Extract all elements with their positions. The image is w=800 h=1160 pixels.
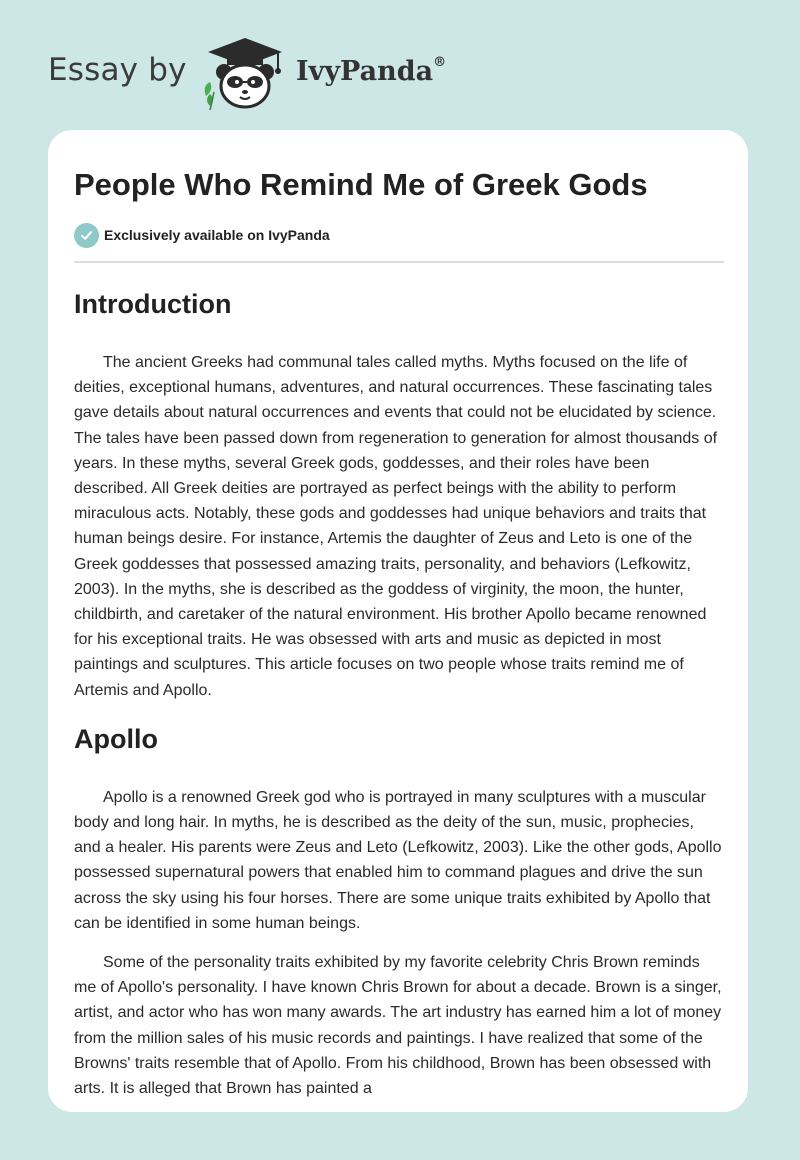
exclusive-badge: [74, 222, 330, 248]
essay-content: [74, 280, 724, 1101]
paragraph: The ancient Greeks had communal tales called myths. Myths focused on the life of deities, exceptional humans, adventures, and natural occurrences. These fascinating tales gave details about natural occurrences and events that could not be elucidated by science. The tales have been passed down from regeneration to generation for almost thousands of years. In these myths, several Greek gods, goddesses, and their roles have been described. All Greek deities are portrayed as perfect beings with the ability to perform miraculous acts. Notably, these gods and goddesses had unique behaviors and traits that human beings desire. For instance, Artemis the daughter of Zeus and Leto is one of the Greek goddesses that possessed amazing traits, personality, and behaviors (Lefkowitz, 2003). In the myths, she is described as the goddess of virginity, the moon, the hunter, childbirth, and caretaker of the natural environment. His brother Apollo became renowned for his exceptional traits. He was obsessed with arts and music as depicted in most paintings and sculptures. This article focuses on two people whose traits remind me of Artemis and Apollo.: [74, 354, 718, 699]
exclusive-label: Exclusively available on IvyPanda: [104, 227, 330, 243]
paragraph: Apollo is a renowned Greek god who is portrayed in many sculptures with a muscular body and long hair. In myths, he is described as the deity of the sun, music, prophecies, and a healer. His parents were Zeus and Leto (Lefkowitz, 2003). Like the other gods, Apollo possessed supernatural powers that enabled him to command plagues and drive the sun across the sky using his four horses. There are some unique traits exhibited by Apollo that can be identified in some human beings.: [74, 788, 722, 932]
section-heading-apollo: Apollo: [74, 723, 158, 754]
paragraph: Some of the personality traits exhibited by my favorite celebrity Chris Brown reminds me of Apollo's personality. I have known Chris Brown for about a decade. Brown is a singer, artist, and actor who has won many awards. The art industry has earned him a lot of money from the million sales of his music records and paintings. I have realized that some of the Browns' traits resemble that of Apollo. From his childhood, Brown has been obsessed with arts. It is alleged that Brown has painted a: [74, 954, 722, 1098]
essay-by-label: Essay by: [48, 52, 187, 88]
essay-card: [48, 130, 748, 1112]
check-circle-icon: [74, 223, 99, 248]
divider: [74, 261, 724, 263]
section-heading-introduction: Introduction: [74, 289, 232, 319]
trademark-symbol: ®: [433, 55, 447, 70]
page-title: People Who Remind Me of Greek Gods: [74, 167, 648, 202]
brand-name[interactable]: IvyPanda®: [296, 55, 447, 87]
panda-graduate-icon[interactable]: [200, 36, 290, 112]
site-header: [48, 36, 608, 108]
